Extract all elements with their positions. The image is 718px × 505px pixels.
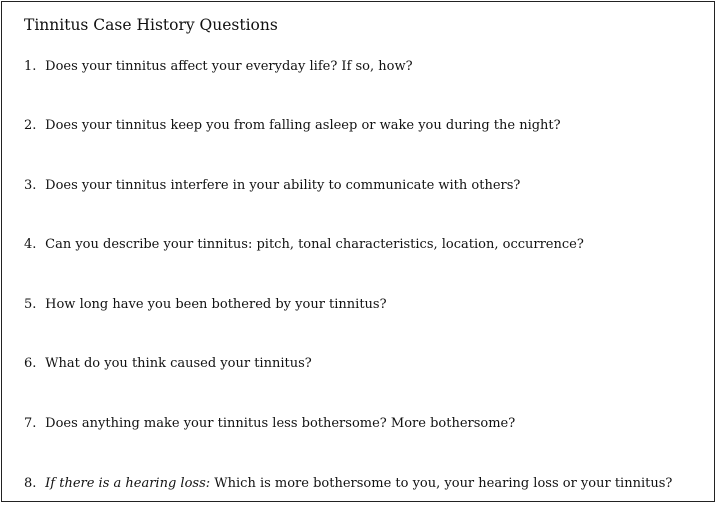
question-condition: If there is a hearing loss:	[45, 476, 211, 491]
question-item	[24, 475, 672, 493]
question-item	[24, 296, 387, 314]
document-title: Tinnitus Case History Questions	[24, 16, 278, 34]
question-number: 8.	[24, 476, 37, 491]
question-item	[24, 177, 520, 195]
question-text: Does your tinnitus keep you from falling asleep or wake you during the night?	[45, 118, 561, 133]
question-text: How long have you been bothered by your tinnitus?	[45, 297, 387, 312]
question-number: 1.	[24, 59, 37, 74]
question-text: Does anything make your tinnitus less bothersome? More bothersome?	[45, 416, 516, 431]
question-item	[24, 236, 584, 254]
question-number: 2.	[24, 118, 37, 133]
question-text: Does your tinnitus affect your everyday life? If so, how?	[45, 59, 413, 74]
question-text: Which is more bothersome to you, your hearing loss or your tinnitus?	[214, 476, 673, 491]
question-number: 5.	[24, 297, 37, 312]
question-item	[24, 117, 561, 135]
question-number: 3.	[24, 178, 37, 193]
question-text: Can you describe your tinnitus: pitch, tonal characteristics, location, occurrence?	[45, 237, 584, 252]
question-item	[24, 415, 515, 433]
question-number: 4.	[24, 237, 37, 252]
question-number: 6.	[24, 356, 37, 371]
document-frame	[1, 1, 715, 502]
question-number: 7.	[24, 416, 37, 431]
question-item	[24, 355, 312, 373]
question-text: What do you think caused your tinnitus?	[45, 356, 312, 371]
question-text: Does your tinnitus interfere in your ability to communicate with others?	[45, 178, 521, 193]
question-item	[24, 58, 413, 76]
